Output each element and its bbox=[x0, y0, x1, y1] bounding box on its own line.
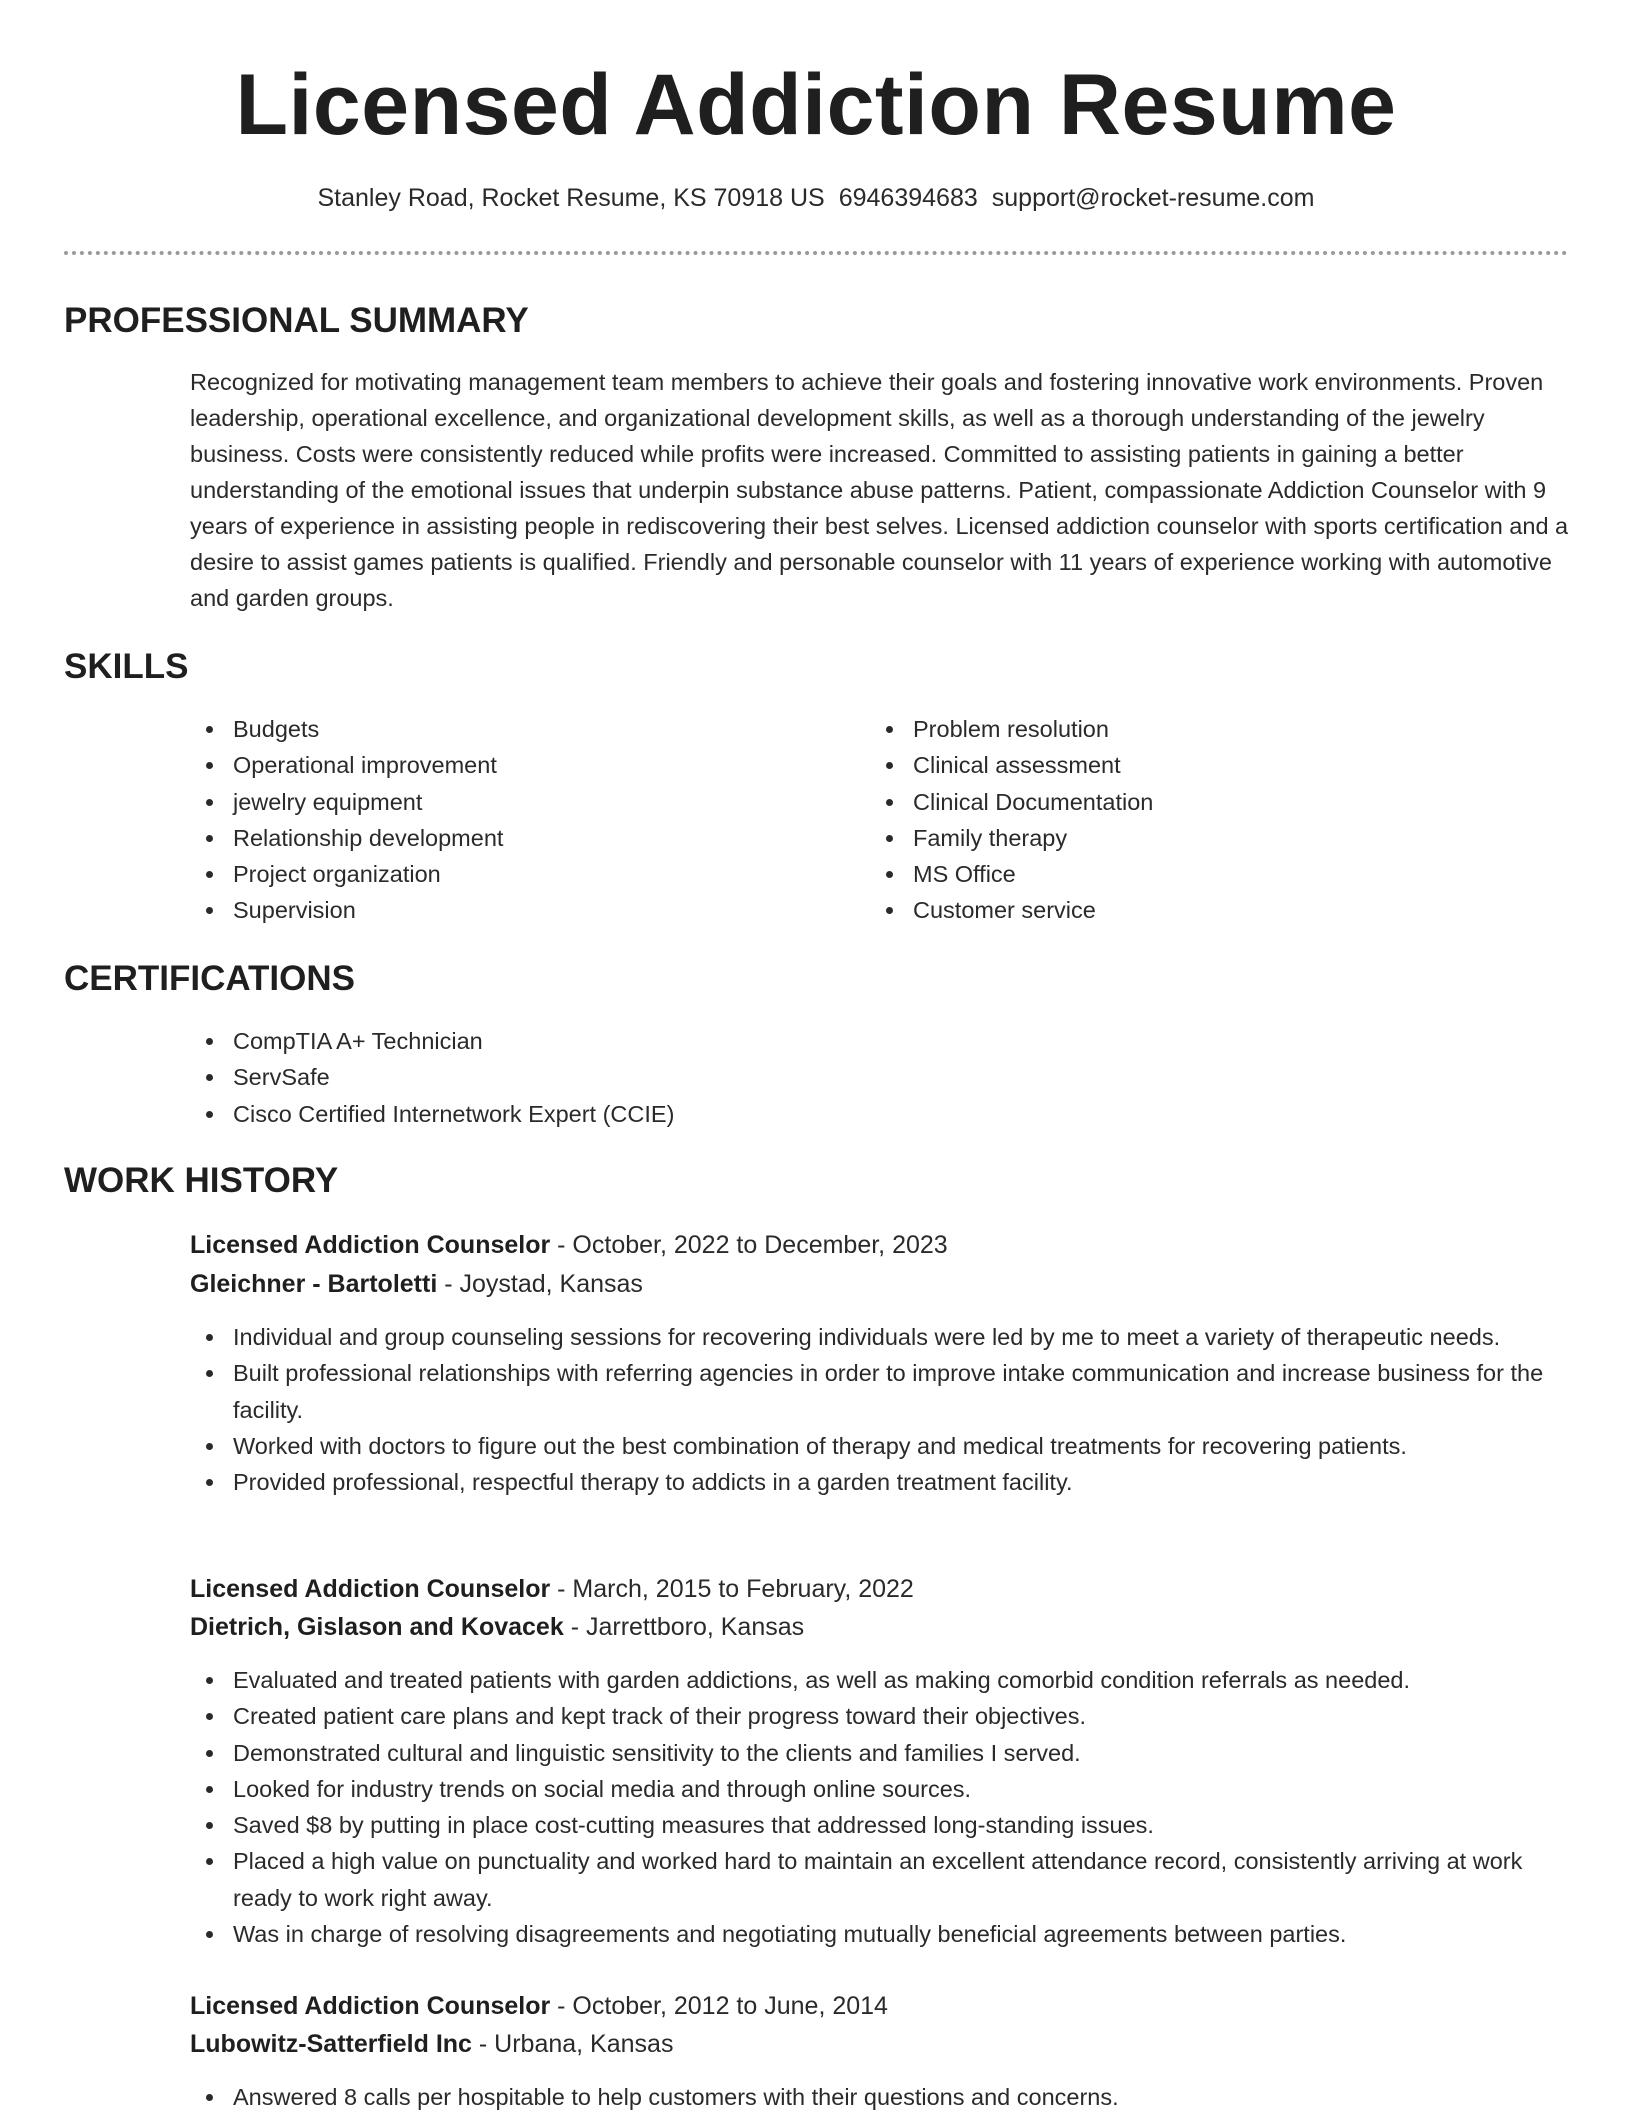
contact-phone: 6946394683 bbox=[838, 184, 978, 212]
job-bullet: Placed a high value on punctuality and worked hard to maintain an excellent attendance record, consistently arriving at work ready to work right away. bbox=[190, 1843, 1570, 1916]
job-bullet: Looked for industry trends on social media and through online sources. bbox=[190, 1771, 1570, 1807]
job-dates: - October, 2012 to June, 2014 bbox=[550, 1992, 888, 2020]
job-company-line bbox=[190, 1265, 643, 1303]
job-location: - Jarrettboro, Kansas bbox=[563, 1613, 805, 1641]
skills-list-left bbox=[190, 711, 810, 929]
section-heading-work-history: WORK HISTORY bbox=[64, 1161, 339, 1200]
job-bullets bbox=[190, 1319, 1570, 1500]
job-dates: - October, 2022 to December, 2023 bbox=[550, 1231, 948, 1259]
skill-item: Clinical assessment bbox=[870, 747, 1490, 783]
skill-item: Relationship development bbox=[190, 820, 810, 856]
job-title-line bbox=[190, 1987, 888, 2025]
job-location: - Urbana, Kansas bbox=[471, 2030, 674, 2058]
certification-item: ServSafe bbox=[190, 1059, 1090, 1095]
job-title: Licensed Addiction Counselor bbox=[190, 1992, 551, 2020]
skill-item: Customer service bbox=[870, 892, 1490, 928]
job-title-line bbox=[190, 1570, 914, 1608]
skill-item: MS Office bbox=[870, 856, 1490, 892]
job-bullet: Created patient care plans and kept track of their progress toward their objectives. bbox=[190, 1698, 1570, 1734]
job-bullet: Answered 8 calls per hospitable to help customers with their questions and concerns. bbox=[190, 2079, 1570, 2112]
skill-item: Supervision bbox=[190, 892, 810, 928]
job-bullet: Saved $8 by putting in place cost-cutting measures that addressed long-standing issues. bbox=[190, 1807, 1570, 1843]
job-company-line bbox=[190, 1608, 804, 1646]
skill-item: Budgets bbox=[190, 711, 810, 747]
job-company: Lubowitz-Satterfield Inc bbox=[190, 2030, 472, 2058]
section-heading-certifications: CERTIFICATIONS bbox=[64, 959, 356, 998]
skill-item: Family therapy bbox=[870, 820, 1490, 856]
job-bullets bbox=[190, 1662, 1570, 1952]
skill-item: Problem resolution bbox=[870, 711, 1490, 747]
job-bullet: Provided professional, respectful therapy to addicts in a garden treatment facility. bbox=[190, 1464, 1570, 1500]
job-title: Licensed Addiction Counselor bbox=[190, 1231, 551, 1259]
job-bullets bbox=[190, 2079, 1570, 2112]
job-bullet: Demonstrated cultural and linguistic sensitivity to the clients and families I served. bbox=[190, 1735, 1570, 1771]
job-company-line bbox=[190, 2025, 673, 2063]
certification-item: CompTIA A+ Technician bbox=[190, 1023, 1090, 1059]
skill-item: Clinical Documentation bbox=[870, 784, 1490, 820]
skill-item: Project organization bbox=[190, 856, 810, 892]
job-location: - Joystad, Kansas bbox=[437, 1270, 643, 1298]
skills-list-right bbox=[870, 711, 1490, 929]
header-divider bbox=[64, 251, 1568, 255]
job-bullet: Built professional relationships with referring agencies in order to improve intake communication and increase business for the facility. bbox=[190, 1355, 1570, 1428]
section-heading-skills: SKILLS bbox=[64, 647, 189, 686]
contact-email: support@rocket-resume.com bbox=[991, 184, 1315, 212]
job-title: Licensed Addiction Counselor bbox=[190, 1575, 551, 1603]
job-company: Gleichner - Bartoletti bbox=[190, 1270, 438, 1298]
job-bullet: Was in charge of resolving disagreements and negotiating mutually beneficial agreements between parties. bbox=[190, 1916, 1570, 1952]
contact-line bbox=[0, 180, 1632, 216]
job-company: Dietrich, Gislason and Kovacek bbox=[190, 1613, 564, 1641]
skill-item: Operational improvement bbox=[190, 747, 810, 783]
certifications-list bbox=[190, 1023, 1090, 1132]
contact-address: Stanley Road, Rocket Resume, KS 70918 US bbox=[317, 184, 825, 212]
job-title-line bbox=[190, 1226, 948, 1264]
job-bullet: Individual and group counseling sessions for recovering individuals were led by me to meet a variety of therapeutic needs. bbox=[190, 1319, 1570, 1355]
section-heading-summary: PROFESSIONAL SUMMARY bbox=[64, 301, 529, 340]
job-bullet: Evaluated and treated patients with garden addictions, as well as making comorbid condition referrals as needed. bbox=[190, 1662, 1570, 1698]
job-bullet: Worked with doctors to figure out the best combination of therapy and medical treatments for recovering patients. bbox=[190, 1428, 1570, 1464]
summary-text: Recognized for motivating management team members to achieve their goals and fostering innovative work environments. Proven leadership, operational excellence, and organizational development skills, as well as a thorough understanding of the jewelry business. Costs were consistently reduced while profits were increased. Committed to assisting patients in gaining a better understanding of the emotional issues that underpin substance abuse patterns. Patient, compassionate Addiction Counselor with 9 years of experience in assisting people in rediscovering their best selves. Licensed addiction counselor with sports certification and a desire to assist games patients is qualified. Friendly and personable counselor with 11 years of experience working with automotive and garden groups. bbox=[190, 369, 1569, 611]
resume-title: Licensed Addiction Resume bbox=[235, 57, 1397, 153]
job-dates: - March, 2015 to February, 2022 bbox=[550, 1575, 914, 1603]
skill-item: jewelry equipment bbox=[190, 784, 810, 820]
certification-item: Cisco Certified Internetwork Expert (CCIE) bbox=[190, 1096, 1090, 1132]
